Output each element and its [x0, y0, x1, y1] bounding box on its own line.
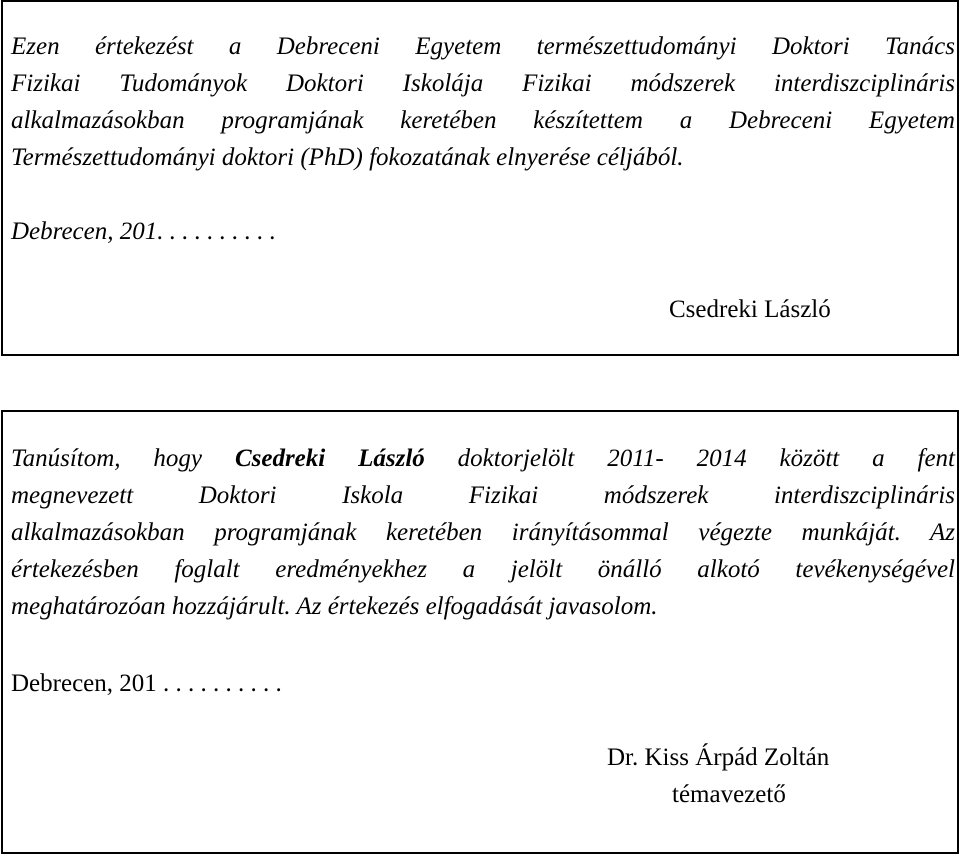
- declaration-box: [1, 0, 959, 356]
- declaration-line-2: Fizikai Tudományok Doktori Iskolája Fizikai módszerek interdiszciplináris: [11, 70, 955, 97]
- candidate-name: Csedreki László: [234, 445, 425, 472]
- certification-place-date: Debrecen, 201 . . . . . . . . . .: [11, 670, 282, 697]
- certification-line-5: meghatározóan hozzájárult. Az értekezés elfogadását javasolom.: [11, 593, 658, 620]
- certification-line-2: megnevezett Doktori Iskola Fizikai módszerek interdiszciplináris: [11, 482, 955, 509]
- supervisor-title: témavezető: [672, 781, 786, 808]
- certification-line-1-prefix: Tanúsítom, hogy: [11, 445, 235, 472]
- declaration-place-date: Debrecen, 201. . . . . . . . . .: [11, 218, 276, 245]
- certification-line-4: értekezésben foglalt eredményekhez a jelölt önálló alkotó tevékenységével: [11, 556, 955, 583]
- certification-box: [1, 410, 959, 854]
- declaration-line-1: Ezen értekezést a Debreceni Egyetem természettudományi Doktori Tanács: [11, 33, 955, 60]
- certification-line-1: [11, 441, 955, 477]
- declaration-line-4: Természettudományi doktori (PhD) fokozatának elnyerése céljából.: [11, 144, 684, 171]
- certification-line-1-suffix: doktorjelölt 2011- 2014 között a fent: [424, 445, 955, 472]
- declaration-line-3: alkalmazásokban programjának keretében készítettem a Debreceni Egyetem: [11, 107, 955, 134]
- declaration-signatory: Csedreki László: [669, 296, 831, 323]
- supervisor-name: Dr. Kiss Árpád Zoltán: [607, 744, 830, 771]
- certification-line-3: alkalmazásokban programjának keretében irányításommal végezte munkáját. Az: [11, 519, 955, 546]
